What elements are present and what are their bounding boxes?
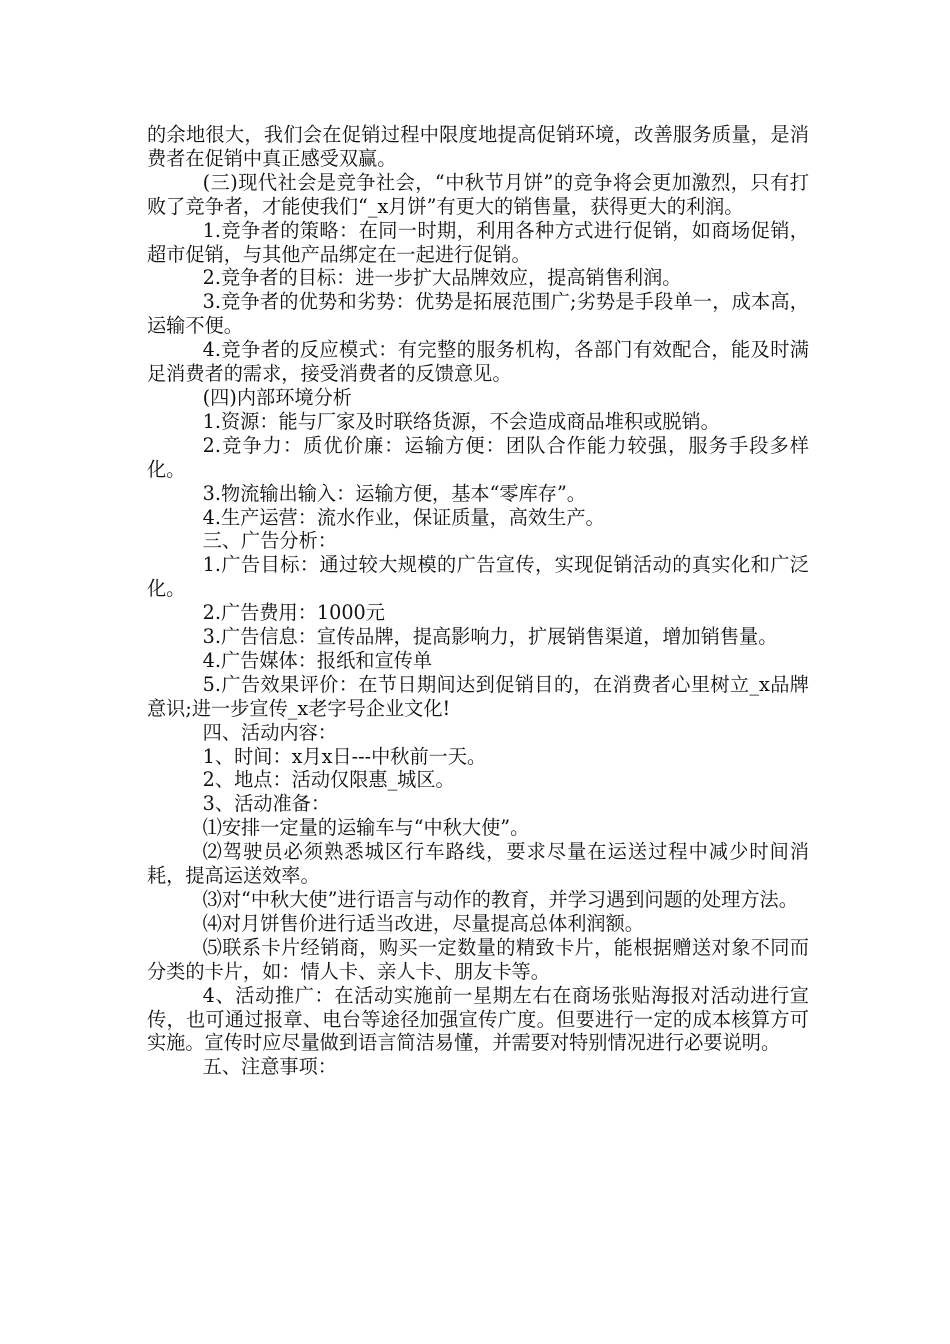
paragraph-20: 2、地点：活动仅限惠_城区。	[202, 768, 455, 792]
paragraph-2: (三)现代社会是竞争社会，“中秋节月饼”的竞争将会更加激烈，只有打败了竞争者，才能使我们“_x月饼”有更大的销售量，获得更大的利润。	[147, 170, 809, 218]
paragraph-4: 2.竞争者的目标：进一步扩大品牌效应，提高销售利润。	[202, 266, 682, 290]
paragraph-11: 4.生产运营：流水作业，保证质量，高效生产。	[202, 505, 605, 529]
paragraph-1: 的余地很大，我们会在促销过程中限度地提高促销环境，改善服务质量，是消费者在促销中真正感受双赢。	[147, 123, 809, 170]
section-heading-internal-environment: (四)内部环境分析	[202, 385, 352, 409]
paragraph-22: ⑴安排一定量的运输车与“中秋大使”。	[202, 816, 530, 840]
paragraph-27: 4、活动推广：在活动实施前一星期左右在商场张贴海报对活动进行宣传，也可通过报章、电台等途径加强宣传广度。但要进行一定的成本核算方可实施。宣传时应尽量做到语言简洁易懂，并需要对特别情况进行必要说明。	[147, 983, 809, 1055]
paragraph-10: 3.物流输出输入：运输方便，基本“零库存”。	[202, 481, 586, 505]
paragraph-5: 3.竞争者的优势和劣势：优势是拓展范围广;劣势是手段单一，成本高，运输不便。	[147, 290, 809, 338]
paragraph-16: 4.广告媒体：报纸和宣传单	[202, 648, 433, 672]
section-heading-notes: 五、注意事项：	[202, 1055, 337, 1079]
paragraph-23: ⑵驾驶员必须熟悉城区行车路线，要求尽量在运送过程中减少时间消耗，提高运送效率。	[147, 840, 809, 888]
paragraph-9: 2.竞争力：质优价廉：运输方便：团队合作能力较强，服务手段多样化。	[147, 433, 809, 481]
paragraph-14: 2.广告费用：1000元	[202, 601, 385, 625]
paragraph-24: ⑶对“中秋大使”进行语言与动作的教育，并学习遇到问题的处理方法。	[202, 888, 798, 911]
paragraph-6: 4.竞争者的反应模式：有完整的服务机构，各部门有效配合，能及时满足消费者的需求，接受消费者的反馈意见。	[147, 338, 809, 386]
paragraph-19: 1、时间：x月x日---中秋前一天。	[202, 744, 487, 768]
paragraph-25: ⑷对月饼售价进行适当改进，尽量提高总体利润额。	[202, 911, 644, 935]
paragraph-21: 3、活动准备：	[202, 792, 331, 816]
paragraph-17: 5.广告效果评价：在节日期间达到促销目的，在消费者心里树立_x品牌意识;进一步宣传_x老字号企业文化!	[147, 672, 809, 720]
paragraph-26: ⑸联系卡片经销商，购买一定数量的精致卡片，能根据赠送对象不同而分类的卡片，如：情人卡、亲人卡、朋友卡等。	[147, 935, 809, 983]
paragraph-3: 1.竞争者的策略：在同一时期，利用各种方式进行促销，如商场促销，超市促销，与其他产品绑定在一起进行促销。	[147, 218, 809, 266]
paragraph-8: 1.资源：能与厂家及时联络货源，不会造成商品堆积或脱销。	[202, 409, 720, 433]
document-body	[147, 123, 809, 1079]
paragraph-13: 1.广告目标：通过较大规模的广告宣传，实现促销活动的真实化和广泛化。	[147, 553, 809, 601]
paragraph-15: 3.广告信息：宣传品牌，提高影响力，扩展销售渠道，增加销售量。	[202, 625, 778, 649]
section-heading-activity: 四、活动内容：	[202, 720, 337, 744]
section-heading-advertising: 三、广告分析：	[202, 529, 337, 553]
